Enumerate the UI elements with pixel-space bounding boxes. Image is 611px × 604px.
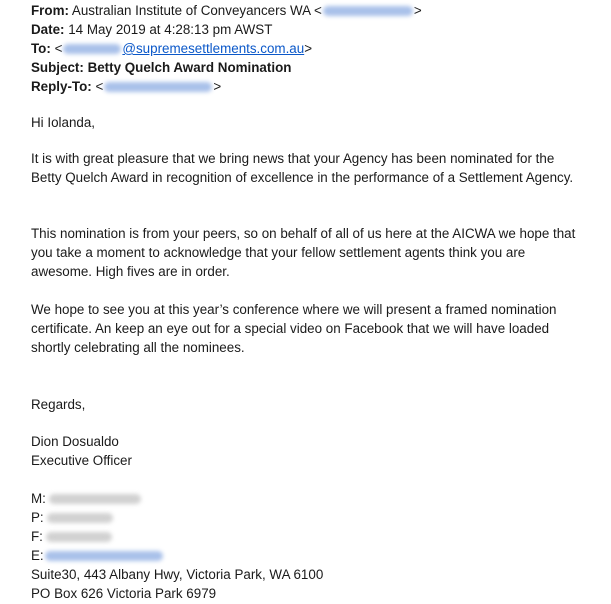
paragraph-conference: We hope to see you at this year’s conference where we will present a framed nomination certificate. An keep an eye out for a special video on Facebook that we will have loaded shortly celebrating all the nominees. [31, 302, 557, 355]
from-end: > [413, 3, 422, 18]
signoff: Regards, [31, 397, 86, 412]
subject-label: Subject: [31, 60, 84, 75]
subject-value: Betty Quelch Award Nomination [87, 60, 292, 75]
to-line [31, 39, 312, 58]
date-value: 14 May 2019 at 4:28:13 pm AWST [68, 22, 273, 37]
subject-line [31, 58, 291, 77]
mobile-label: M: [31, 491, 46, 506]
replyto-line [31, 77, 221, 96]
replyto-label: Reply-To: [31, 79, 92, 94]
phone-label: P: [31, 510, 44, 525]
to-open: < [54, 41, 63, 56]
signature-po-box: PO Box 626 Victoria Park 6979 [31, 586, 217, 601]
fax-redacted [46, 532, 112, 542]
replyto-open: < [95, 79, 104, 94]
to-user-redacted[interactable] [63, 44, 121, 54]
greeting: Hi Iolanda, [31, 115, 96, 130]
paragraph-peers: This nomination is from your peers, so on behalf of all of us here at the AICWA we hope that you take a moment to acknowledge that your fellow settlement agents think you are awesome. High fives are in order. [31, 226, 576, 279]
to-email-link[interactable]: @supremesettlements.com.au [122, 41, 305, 56]
signature-email-redacted[interactable] [45, 551, 163, 561]
from-email-redacted[interactable] [323, 6, 413, 16]
paragraph-nomination: It is with great pleasure that we bring news that your Agency has been nominated for the Betty Quelch Award in recognition of excellence in the performance of a Settlement Agency. [31, 151, 574, 185]
mobile-redacted [49, 494, 141, 504]
signature-phone [31, 508, 114, 527]
to-label: To: [31, 41, 51, 56]
signature-mobile [31, 489, 142, 508]
from-line [31, 1, 422, 20]
from-value: Australian Institute of Conveyancers WA < [71, 3, 322, 18]
signature-fax [31, 527, 113, 546]
signature-email [31, 546, 164, 565]
to-end: > [304, 41, 313, 56]
signature-name: Dion Dosualdo [31, 434, 119, 449]
from-label: From: [31, 3, 69, 18]
fax-label: F: [31, 529, 43, 544]
date-line [31, 20, 272, 39]
signature-title: Executive Officer [31, 453, 132, 468]
replyto-email-redacted[interactable] [104, 82, 212, 92]
replyto-end: > [213, 79, 222, 94]
phone-redacted [47, 513, 113, 523]
email-label: E: [31, 548, 44, 563]
date-label: Date: [31, 22, 65, 37]
signature-address: Suite30, 443 Albany Hwy, Victoria Park, WA 6100 [31, 567, 324, 582]
